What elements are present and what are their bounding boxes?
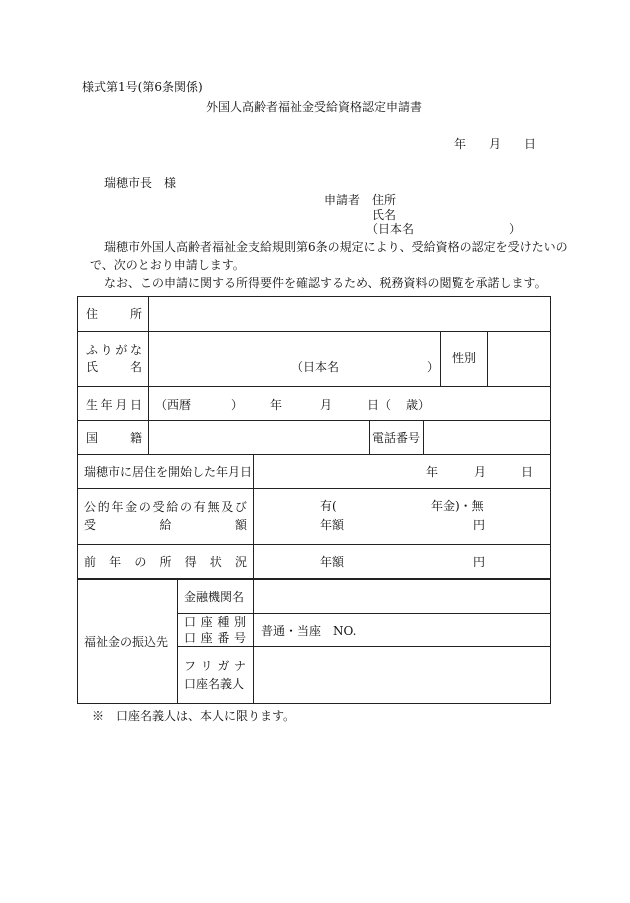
applicant-address-label: 住所 xyxy=(372,193,397,207)
table-rule xyxy=(77,488,550,489)
bank-name-label: 金融機関名 xyxy=(184,590,245,604)
applicant-japanese-name-open: （日本名 xyxy=(366,222,415,236)
date-day: 日 xyxy=(524,137,537,151)
applicant-japanese-name-close: ） xyxy=(509,222,522,236)
table-divider xyxy=(369,420,370,454)
seireki-close: ） xyxy=(231,398,244,412)
kana-label: フ リ ガ ナ xyxy=(184,659,246,673)
nationality-label: 国 籍 xyxy=(86,431,142,445)
addressee: 瑞穂市長 様 xyxy=(104,176,177,190)
japanese-name-close: ） xyxy=(427,360,440,374)
account-number-label: 口 座 番 号 xyxy=(184,631,246,645)
birth-month: 月 xyxy=(320,398,333,412)
body-line-1: 瑞穂市外国人高齢者福祉金支給規則第6条の規定により、受給資格の認定を受けたいの xyxy=(104,240,568,254)
name-label: 氏 名 xyxy=(86,360,142,374)
account-type-label: 口 座 種 別 xyxy=(184,615,246,629)
account-holder-label: 口座名義人 xyxy=(184,677,245,691)
furigana-label: ふ り が な xyxy=(86,343,142,357)
income-annual-label: 年額 xyxy=(320,555,345,569)
table-divider xyxy=(440,331,441,386)
table-rule xyxy=(77,703,551,704)
table-rule xyxy=(177,646,550,647)
date-year: 年 xyxy=(454,137,467,151)
birth-year: 年 xyxy=(270,398,283,412)
gender-label: 性別 xyxy=(452,351,477,365)
table-rule-double xyxy=(77,578,550,580)
table-divider xyxy=(148,296,149,454)
form-title: 外国人高齢者福祉金受給資格認定申請書 xyxy=(206,100,423,114)
income-label: 前 年 の 所 得 状 況 xyxy=(84,555,247,569)
applicant-name-label: 氏名 xyxy=(372,208,397,222)
form-number: 様式第1号(第6条関係) xyxy=(82,80,203,94)
body-line-2: で、次のとおり申請します。 xyxy=(90,258,245,272)
body-line-3: なお、この申請に関する所得要件を確認するため、税務資料の閲覧を承諾します。 xyxy=(104,276,547,290)
pension-yes-open: 有( xyxy=(320,499,337,513)
birth-day: 日（ xyxy=(367,398,392,412)
residence-year: 年 xyxy=(426,465,439,479)
applicant-label: 申請者 xyxy=(324,193,361,207)
residence-start-label: 瑞穂市に居住を開始した年月日 xyxy=(84,465,253,479)
table-divider xyxy=(253,454,254,703)
table-border-left xyxy=(77,296,78,704)
seireki-open: （西暦 xyxy=(155,398,192,412)
pension-yes-close: 年金)・無 xyxy=(431,499,484,513)
birth-age: 歳） xyxy=(406,398,431,412)
table-divider xyxy=(487,331,488,386)
table-rule xyxy=(77,544,550,545)
date-month: 月 xyxy=(489,137,502,151)
address-label: 住 所 xyxy=(86,307,142,321)
pension-annual-label: 年額 xyxy=(320,518,345,532)
table-divider xyxy=(177,578,178,703)
transfer-label: 福祉金の振込先 xyxy=(84,635,169,649)
birthdate-label: 生 年 月 日 xyxy=(86,398,142,412)
table-divider xyxy=(423,420,424,454)
income-yen: 円 xyxy=(473,555,486,569)
pension-label-line-1: 公 的 年 金 の 受 給 の 有 無 及 び xyxy=(84,500,247,514)
footnote: ※ 口座名義人は、本人に限ります。 xyxy=(92,709,296,723)
pension-label-line-2: 受 給 額 xyxy=(84,518,247,532)
table-border-right xyxy=(550,296,551,704)
phone-label: 電話番号 xyxy=(372,431,421,445)
residence-month: 月 xyxy=(474,465,487,479)
account-value: 普通・当座 NO. xyxy=(261,624,357,638)
pension-yen: 円 xyxy=(473,518,486,532)
japanese-name-open: （日本名 xyxy=(291,360,340,374)
residence-day: 日 xyxy=(521,465,534,479)
table-rule xyxy=(77,454,550,455)
table-rule xyxy=(177,613,550,614)
